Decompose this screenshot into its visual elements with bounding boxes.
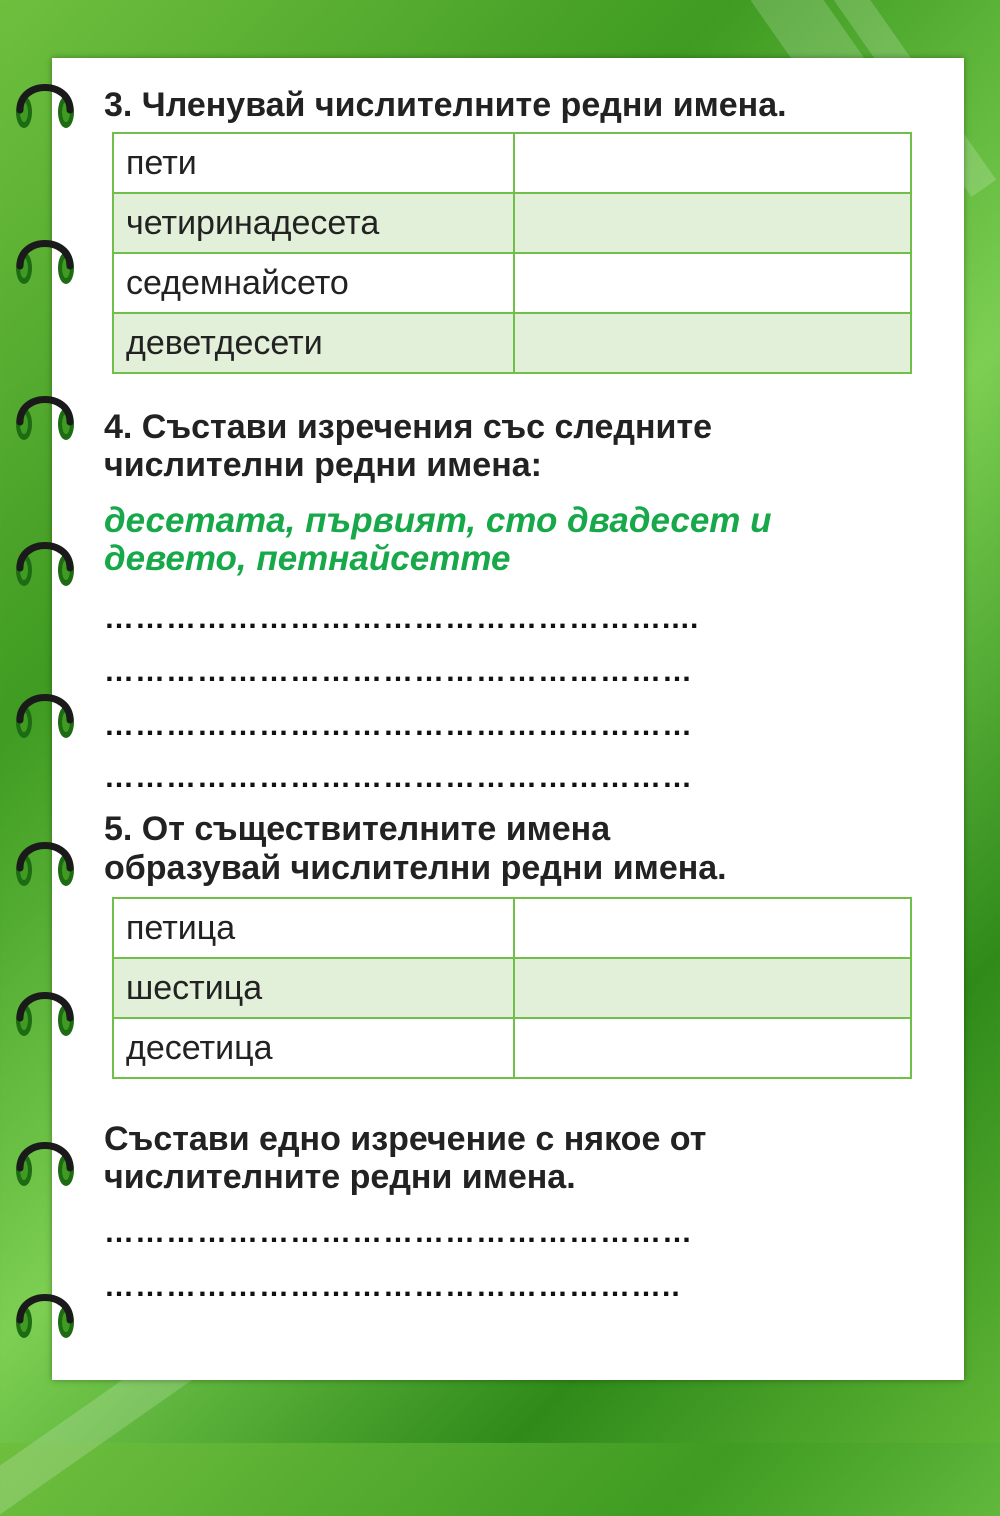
- binder-ring-icon: [10, 72, 82, 136]
- binder-ring-icon: [10, 1282, 82, 1346]
- task3-word-2: четиринадесета: [113, 193, 514, 253]
- task5-table: [112, 897, 912, 1079]
- task5-title-line2: образувай числителни редни имена.: [104, 849, 727, 887]
- binder-ring-icon: [10, 980, 82, 1044]
- table-row: [113, 193, 911, 253]
- task4-words-line1: десетата, първият, сто двадесет и: [104, 501, 772, 540]
- task6-answer-line-2[interactable]: ………………………………………………..: [104, 1270, 681, 1303]
- table-row: [113, 898, 911, 958]
- task5-word-1: петица: [113, 898, 514, 958]
- task6-title-line1: Състави едно изречение с някое от: [104, 1120, 707, 1158]
- task3-answer-1[interactable]: [514, 133, 911, 193]
- task4-answer-line-1[interactable]: ………………………………………………....: [104, 602, 700, 635]
- task4-words-line2: девето, петнайсетте: [104, 539, 511, 578]
- table-row: [113, 313, 911, 373]
- binder-ring-icon: [10, 1130, 82, 1194]
- task3-answer-3[interactable]: [514, 253, 911, 313]
- task3-word-3: седемнайсето: [113, 253, 514, 313]
- task4-answer-line-4[interactable]: …………………………………………………: [104, 761, 693, 794]
- task3-word-1: пети: [113, 133, 514, 193]
- task3-word-4: деветдесети: [113, 313, 514, 373]
- task4-title-line1: 4. Състави изречения със следните: [104, 408, 713, 446]
- task3-title: 3. Членувай числителните редни имена.: [104, 86, 787, 124]
- binder-ring-icon: [10, 830, 82, 894]
- binder-ring-icon: [10, 384, 82, 448]
- task4-title-line2: числителни редни имена:: [104, 446, 542, 484]
- task3-answer-2[interactable]: [514, 193, 911, 253]
- table-row: [113, 1018, 911, 1078]
- task6-title-line2: числителните редни имена.: [104, 1158, 576, 1196]
- task4-answer-line-3[interactable]: …………………………………………………: [104, 709, 693, 742]
- task5-answer-2[interactable]: [514, 958, 911, 1018]
- task6-answer-line-1[interactable]: …………………………………………………: [104, 1216, 693, 1249]
- task4-answer-line-2[interactable]: …………………………………………………: [104, 655, 693, 688]
- table-row: [113, 253, 911, 313]
- task3-table: [112, 132, 912, 374]
- task5-answer-3[interactable]: [514, 1018, 911, 1078]
- binder-ring-icon: [10, 228, 82, 292]
- binder-ring-icon: [10, 682, 82, 746]
- task5-word-3: десетица: [113, 1018, 514, 1078]
- task3-answer-4[interactable]: [514, 313, 911, 373]
- task5-title-line1: 5. От съществителните имена: [104, 810, 611, 848]
- task5-word-2: шестица: [113, 958, 514, 1018]
- table-row: [113, 958, 911, 1018]
- table-row: [113, 133, 911, 193]
- task5-answer-1[interactable]: [514, 898, 911, 958]
- binder-ring-icon: [10, 530, 82, 594]
